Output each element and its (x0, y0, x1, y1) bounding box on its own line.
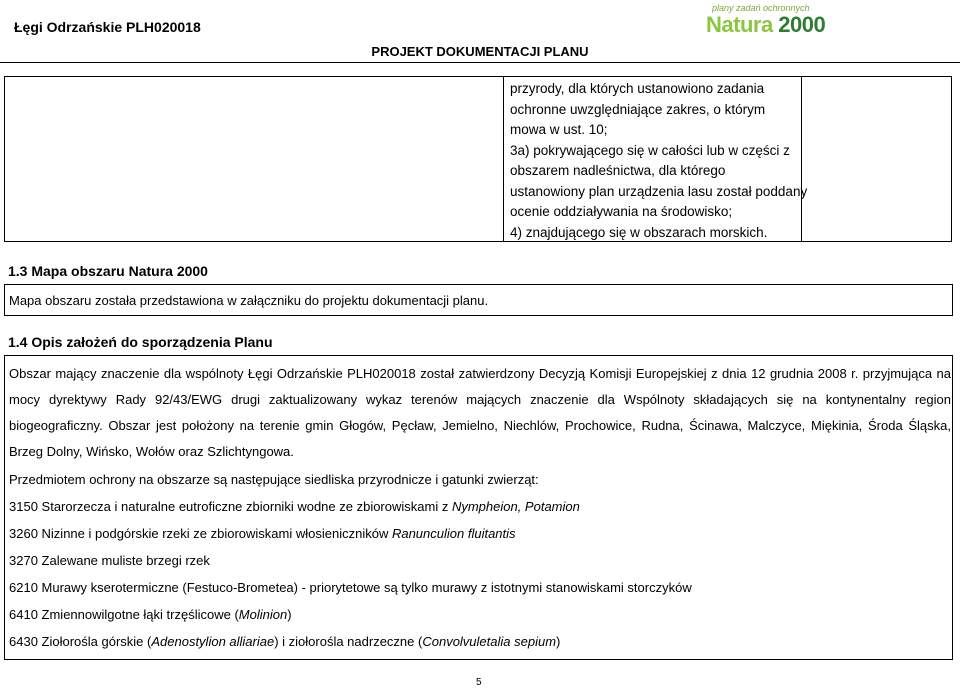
habitat-item (9, 526, 516, 541)
habitat-latin: Convolvuletalia sepium (422, 634, 557, 649)
habitat-text: 3270 Zalewane muliste brzegi rzek (9, 553, 210, 568)
habitat-text: 3150 Starorzecza i naturalne eutroficzne zbiorniki wodne ze zbiorowiskami z (9, 499, 452, 514)
logo-wordmark (706, 12, 825, 38)
logo-word-a: Natura (706, 12, 779, 37)
habitat-item (9, 580, 692, 595)
habitat-latin: Adenostylion alliariae (151, 634, 275, 649)
document-title: Łęgi Odrzańskie PLH020018 (14, 19, 201, 35)
natura-2000-logo (702, 3, 826, 43)
legal-table (4, 76, 952, 242)
paragraph-line: mocy dyrektywy Rady 92/43/EWG drugi zaktualizowany wykaz terenów mających znaczenie dla Wspólnoty składających się na kontynentalny region (9, 392, 951, 407)
logo-tagline: plany zadań ochronnych (712, 3, 810, 13)
paragraph-line: Obszar mający znaczenie dla wspólnoty Łęgi Odrzańskie PLH020018 został zatwierdzony Decyzją Komisji Europejskiej z dnia 12 grudnia 2008 r. przyjmująca na (9, 366, 951, 381)
habitat-text: 6210 Murawy kserotermiczne (Festuco-Brometea) - priorytetowe są tylko murawy z istotnymi stanowiskami storczyków (9, 580, 692, 595)
habitat-text: 6430 Ziołorośla górskie ( (9, 634, 152, 649)
habitat-text: ) (556, 634, 561, 649)
section-text: Mapa obszaru została przedstawiona w załączniku do projektu dokumentacji planu. (9, 293, 489, 308)
habitat-text: 6410 Zmiennowilgotne łąki trzęślicowe ( (9, 607, 239, 622)
paragraph-line: Brzeg Dolny, Wińsko, Wołów oraz Szlichtyngowa. (9, 444, 294, 459)
habitat-item (9, 553, 210, 568)
table-cell-line: ochronne uwzględniające zakres, o którym (510, 101, 766, 117)
header-divider (0, 62, 960, 63)
table-cell-line: 4) znajdującego się w obszarach morskich. (510, 224, 768, 240)
habitat-text: ) (287, 607, 292, 622)
habitat-latin: Molinion (238, 607, 288, 622)
paragraph-line: biogeograficzny. Obszar jest położony na terenie gmin Głogów, Pęcław, Jemielno, Niechlów, Prochowice, Rudna, Ścinawa, Malczyce, Miękinia, Środa Śląska, (9, 418, 951, 433)
section-heading: 1.4 Opis założeń do sporządzenia Planu (8, 334, 273, 350)
section-heading: 1.3 Mapa obszaru Natura 2000 (8, 263, 208, 279)
table-cell-line: obszarem nadleśnictwa, dla którego (510, 163, 726, 178)
habitats-intro: Przedmiotem ochrony na obszarze są następujące siedliska przyrodnicze i gatunki zwierząt: (9, 472, 539, 487)
habitat-latin: Ranunculion fluitantis (391, 526, 516, 541)
table-cell-line: przyrody, dla których ustanowiono zadania (510, 81, 765, 96)
habitat-latin: Nympheion, Potamion (451, 499, 580, 514)
logo-word-b: 2000 (778, 12, 826, 37)
habitat-item (9, 499, 580, 514)
table-cell-line: ocenie oddziaływania na środowisko; (510, 204, 733, 219)
page-header: PROJEKT DOKUMENTACJI PLANU (371, 44, 589, 59)
habitat-item (9, 607, 292, 622)
table-cell-line: mowa w ust. 10; (510, 122, 608, 137)
habitat-text: 3260 Nizinne i podgórskie rzeki ze zbiorowiskami włosieniczników (9, 526, 392, 541)
table-cell-line: 3a) pokrywającego się w całości lub w części z (510, 142, 790, 158)
page-number: 5 (476, 677, 482, 688)
habitat-text: ) i ziołorośla nadrzeczne ( (274, 634, 423, 649)
habitat-item (9, 634, 560, 649)
table-cell-line: ustanowiony plan urządzenia lasu został poddany (510, 183, 808, 199)
table-cell-text (510, 79, 810, 243)
table-column-divider (503, 77, 504, 241)
